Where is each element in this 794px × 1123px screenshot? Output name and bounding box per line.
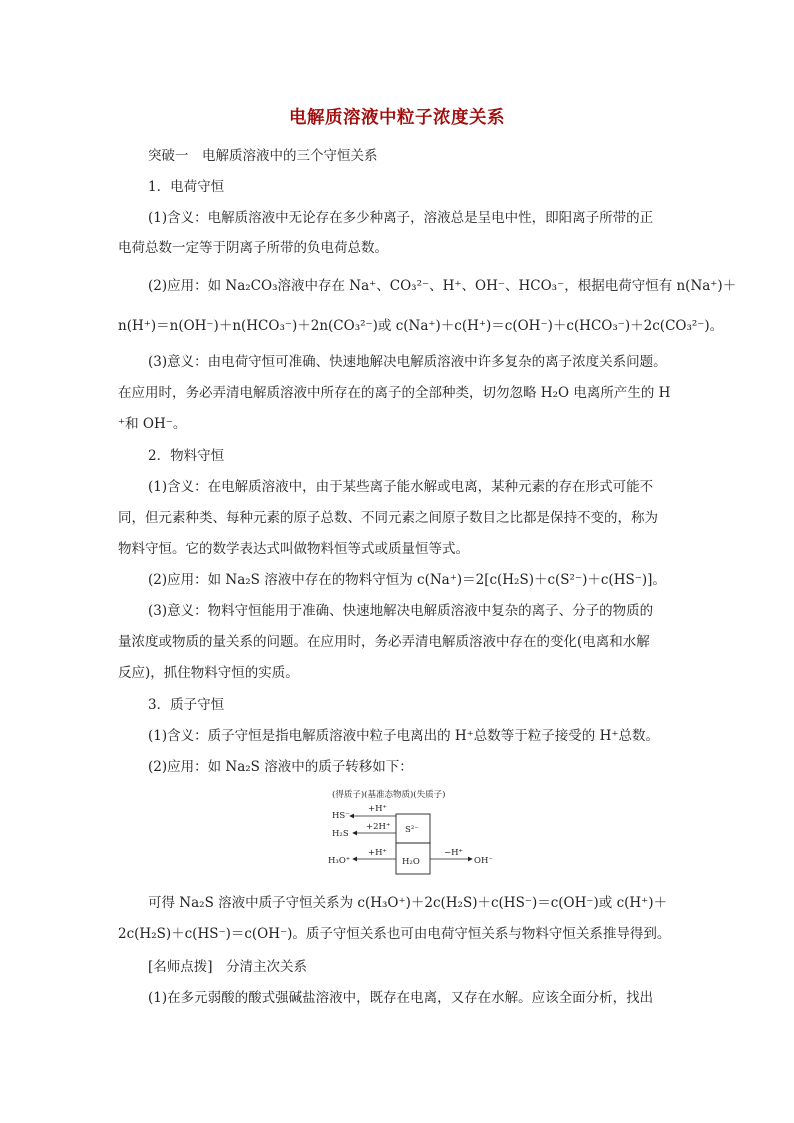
paragraph-line: (2)应用：如 Na₂S 溶液中存在的物料守恒为 c(Na⁺)＝2[c(H₂S)＋c(S²⁻)＋c(HS⁻)]。: [148, 572, 666, 588]
page-title: 电解质溶液中粒子浓度关系: [289, 108, 505, 128]
subheading-charge: 1．电荷守恒: [148, 179, 225, 195]
paragraph-line: (1)含义：质子守恒是指电解质溶液中粒子电离出的 H⁺总数等于粒子接受的 H⁺总数。: [148, 728, 660, 744]
paragraph-line: (2)应用：如 Na₂S 溶液中的质子转移如下：: [148, 759, 413, 775]
paragraph-line: (1)含义：在电解质溶液中，由于某些离子能水解或电离，某种元素的存在形式可能不: [148, 479, 654, 495]
plus-2h-label: +2H⁺: [366, 822, 391, 832]
hs-label: HS⁻: [332, 811, 350, 821]
paragraph-line: 反应)，抓住物料守恒的实质。: [118, 665, 299, 681]
paragraph-line: 在应用时，务必弄清电解质溶液中所存在的离子的全部种类，切勿忽略 H₂O 电离所产生的 H: [118, 385, 671, 401]
h2o-label: H₂O: [402, 857, 420, 867]
paragraph-line: 可得 Na₂S 溶液中质子守恒关系为 c(H₃O⁺)＋2c(H₂S)＋c(HS⁻)＝c(OH⁻)或 c(H⁺)＋: [148, 895, 668, 911]
h3o-label: H₃O⁺: [328, 856, 351, 866]
tip-heading: [名师点拨] 分清主次关系: [148, 959, 308, 975]
subheading-material: 2．物料守恒: [148, 448, 225, 464]
plus-h2-label: +H⁺: [368, 848, 388, 858]
proton-transfer-diagram: [322, 789, 502, 879]
paragraph-line: (2)应用：如 Na₂CO₃溶液中存在 Na⁺、CO₃²⁻、H⁺、OH⁻、HCO₃⁻，根据电荷守恒有 n(Na⁺)＋: [148, 278, 737, 294]
paragraph-line: 物料守恒。它的数学表达式叫做物料恒等式或质量恒等式。: [118, 541, 469, 557]
plus-h-label: +H⁺: [368, 804, 388, 814]
diagram-header: (得质子)(基准态物质)(失质子): [332, 790, 446, 800]
paragraph-line: 2c(H₂S)＋c(HS⁻)＝c(OH⁻)。质子守恒关系也可由电荷守恒关系与物料守恒关系推导得到。: [118, 926, 671, 942]
minus-h-label: −H⁺: [444, 848, 464, 858]
paragraph-line: 量浓度或物质的量关系的问题。在应用时，务必弄清电解质溶液中存在的变化(电离和水解: [118, 634, 650, 650]
paragraph-line: (1)在多元弱酸的酸式强碱盐溶液中，既存在电离，又存在水解。应该全面分析，找出: [148, 990, 654, 1006]
oh-label: OH⁻: [474, 856, 493, 866]
paragraph-line: (3)意义：由电荷守恒可准确、快速地解决电解质溶液中许多复杂的离子浓度关系问题。: [148, 354, 667, 370]
section-heading: 突破一 电解质溶液中的三个守恒关系: [148, 148, 378, 164]
paragraph-line: ⁺和 OH⁻。: [118, 416, 187, 432]
paragraph-line: (1)含义：电解质溶液中无论存在多少种离子，溶液总是呈电中性，即阳离子所带的正: [148, 210, 654, 226]
h2s-label: H₂S: [332, 829, 349, 839]
paragraph-line: 电荷总数一定等于阴离子所带的负电荷总数。: [118, 240, 388, 256]
paragraph-line: 同，但元素种类、每种元素的原子总数、不同元素之间原子数目之比都是保持不变的，称为: [118, 510, 658, 526]
s2-label: S²⁻: [405, 825, 419, 835]
subheading-proton: 3．质子守恒: [148, 697, 225, 713]
paragraph-line: n(H⁺)＝n(OH⁻)＋n(HCO₃⁻)＋2n(CO₃²⁻)或 c(Na⁺)＋c(H⁺)＝c(OH⁻)＋c(HCO₃⁻)＋2c(CO₃²⁻)。: [118, 318, 724, 334]
paragraph-line: (3)意义：物料守恒能用于准确、快速地解决电解质溶液中复杂的离子、分子的物质的: [148, 603, 654, 619]
